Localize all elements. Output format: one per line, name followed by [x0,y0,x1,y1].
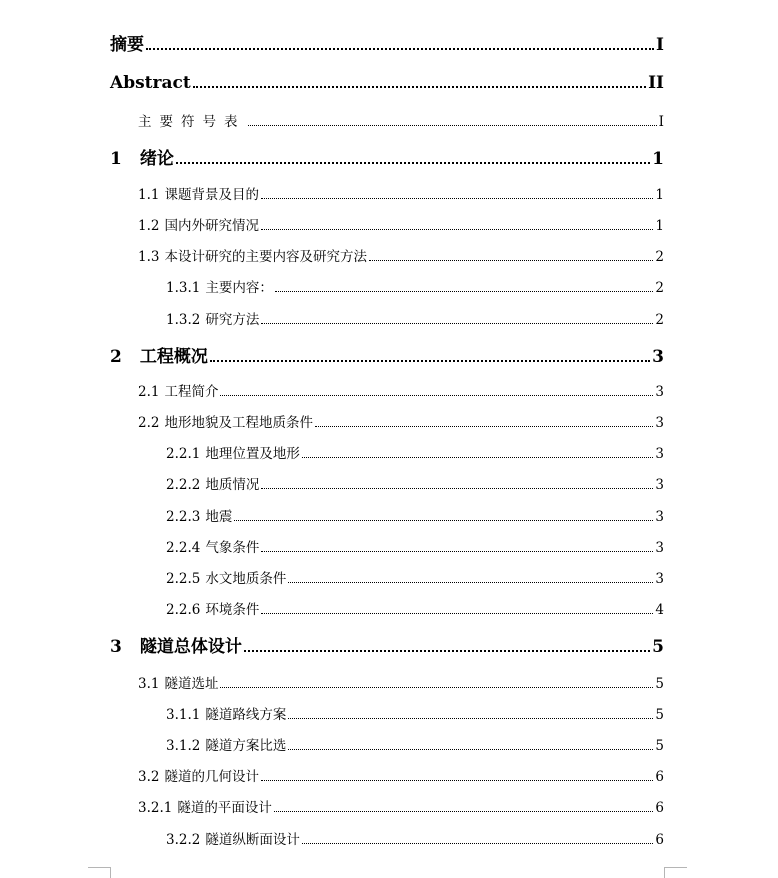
toc-entry-number: 2.1 [138,384,160,400]
toc-entry-number: 2.2.6 [166,602,201,618]
toc-entry-number: 3.1.2 [166,738,201,754]
toc-entry-title: 工程概况 [139,347,208,367]
toc-entry-title: 隧道的几何设计 [164,769,259,785]
toc-entry-number: 2.2.3 [166,509,201,525]
toc-entry-page: 3 [652,347,664,367]
toc-entry-title: 隧道总体设计 [139,637,242,657]
toc-entry-page: I [658,114,664,130]
toc-entry-number: 3.2.1 [138,800,173,816]
toc-entry-title: 工程简介 [164,384,219,400]
dot-leader [261,229,653,230]
toc-entry-chapter-2[interactable] [110,342,664,367]
toc-entry-title: 主要内容： [205,280,273,296]
dot-leader [234,520,653,521]
toc-entry-page: 3 [655,477,664,493]
toc-entry-2-2-5[interactable] [166,567,664,587]
toc-entry-1-3[interactable] [138,245,664,265]
toc-entry-2-2-6[interactable] [166,598,664,618]
dot-leader [261,613,653,614]
dot-leader [315,426,653,427]
dot-leader [274,811,654,812]
dot-leader [244,650,650,652]
toc-entry-page: 1 [655,218,664,234]
dot-leader [261,780,653,781]
toc-entry-number: 2.2.1 [166,446,201,462]
toc-entry-number: 1.3.1 [166,280,201,296]
toc-entry-3-2-2[interactable] [166,828,664,848]
dot-leader [288,718,653,719]
toc-entry-title: 摘要 [110,35,144,55]
toc-entry-page: 3 [655,540,664,556]
toc-entry-number: 2.2.4 [166,540,201,556]
toc-entry-page: 5 [655,707,664,723]
toc-entry-number: 2.2 [138,415,160,431]
toc-entry-3-1-2[interactable] [166,734,664,754]
toc-entry-page: 5 [652,637,664,657]
toc-entry-title: 国内外研究情况 [164,218,259,234]
dot-leader [288,749,653,750]
toc-entry-abstract-cn[interactable] [110,30,664,55]
margin-corner-mark-left [88,867,111,878]
toc-entry-page: 6 [655,832,664,848]
toc-entry-title: 隧道的平面设计 [177,800,272,816]
toc-entry-number: 1.3 [138,249,160,265]
toc-entry-page: 3 [655,571,664,587]
toc-entry-number: 3.2 [138,769,160,785]
dot-leader [261,198,653,199]
toc-entry-title: 地形地貌及工程地质条件 [164,415,313,431]
toc-entry-chapter-1[interactable] [110,144,664,169]
dot-leader [275,291,654,292]
toc-entry-number: 1 [110,149,122,169]
toc-entry-page: 4 [655,602,664,618]
toc-entry-number: 1.3.2 [166,312,201,328]
toc-entry-abstract-en[interactable] [110,73,664,93]
toc-entry-page: I [656,35,664,55]
margin-corner-mark-right [664,867,687,878]
toc-entry-number: 1.2 [138,218,160,234]
dot-leader [261,323,653,324]
toc-entry-title: 隧道方案比选 [205,738,287,754]
toc-entry-2-2-1[interactable] [166,442,664,462]
toc-entry-number: 3 [110,637,122,657]
toc-entry-number: 1.1 [138,187,160,203]
dot-leader [176,162,650,164]
toc-entry-title: 隧道路线方案 [205,707,287,723]
toc-entry-title: Abstract [110,73,191,93]
dot-leader [220,687,653,688]
toc-entry-page: 1 [655,187,664,203]
toc-entry-title: 课题背景及目的 [164,187,259,203]
dot-leader [193,86,646,88]
dot-leader [302,843,654,844]
toc-entry-title: 环境条件 [205,602,260,618]
toc-entry-page: 3 [655,384,664,400]
dot-leader [302,457,654,458]
toc-entry-title: 气象条件 [205,540,260,556]
toc-entry-title: 地质情况 [205,477,260,493]
toc-entry-2-1[interactable] [138,380,664,400]
toc-entry-title: 隧道选址 [164,676,219,692]
toc-entry-title: 主要符号表 [138,114,246,130]
toc-entry-number: 3.1 [138,676,160,692]
toc-entry-number: 3.2.2 [166,832,201,848]
dot-leader [261,488,653,489]
toc-entry-title: 地理位置及地形 [205,446,300,462]
toc-entry-2-2-3[interactable] [166,505,664,525]
dot-leader [369,260,653,261]
toc-entry-number: 2 [110,347,122,367]
toc-entry-page: 5 [655,738,664,754]
toc-entry-title: 水文地质条件 [205,571,287,587]
toc-entry-1-3-1[interactable] [166,276,664,296]
toc-entry-page: 2 [655,280,664,296]
toc-entry-1-3-2[interactable] [166,308,664,328]
toc-entry-2-2[interactable] [138,411,664,431]
toc-entry-page: 3 [655,415,664,431]
toc-entry-title: 地震 [205,509,233,525]
toc-entry-page: II [648,73,664,93]
toc-entry-3-1-1[interactable] [166,703,664,723]
toc-entry-3-2-1[interactable] [138,796,664,816]
toc-entry-2-2-2[interactable] [166,473,664,493]
toc-entry-chapter-3[interactable] [110,632,664,657]
dot-leader [210,360,650,362]
toc-entry-page: 2 [655,249,664,265]
toc-entry-symbols[interactable] [138,110,664,130]
dot-leader [288,582,653,583]
toc-entry-page: 6 [655,800,664,816]
toc-entry-page: 2 [655,312,664,328]
toc-entry-number: 3.1.1 [166,707,201,723]
toc-entry-title: 绪论 [139,149,174,169]
toc-entry-1-1[interactable] [138,183,664,203]
toc-entry-title: 研究方法 [205,312,260,328]
toc-entry-3-2[interactable] [138,765,664,785]
toc-entry-title: 隧道纵断面设计 [205,832,300,848]
toc-entry-page: 6 [655,769,664,785]
toc-entry-3-1[interactable] [138,672,664,692]
toc-entry-1-2[interactable] [138,214,664,234]
dot-leader [146,48,654,50]
toc-entry-title: 本设计研究的主要内容及研究方法 [164,249,367,265]
toc-entry-page: 5 [655,676,664,692]
dot-leader [220,395,653,396]
toc-entry-page: 1 [652,149,664,169]
dot-leader [248,125,657,126]
toc-entry-page: 3 [655,509,664,525]
toc-entry-number: 2.2.2 [166,477,201,493]
dot-leader [261,551,653,552]
toc-entry-number: 2.2.5 [166,571,201,587]
toc-entry-2-2-4[interactable] [166,536,664,556]
toc-entry-page: 3 [655,446,664,462]
